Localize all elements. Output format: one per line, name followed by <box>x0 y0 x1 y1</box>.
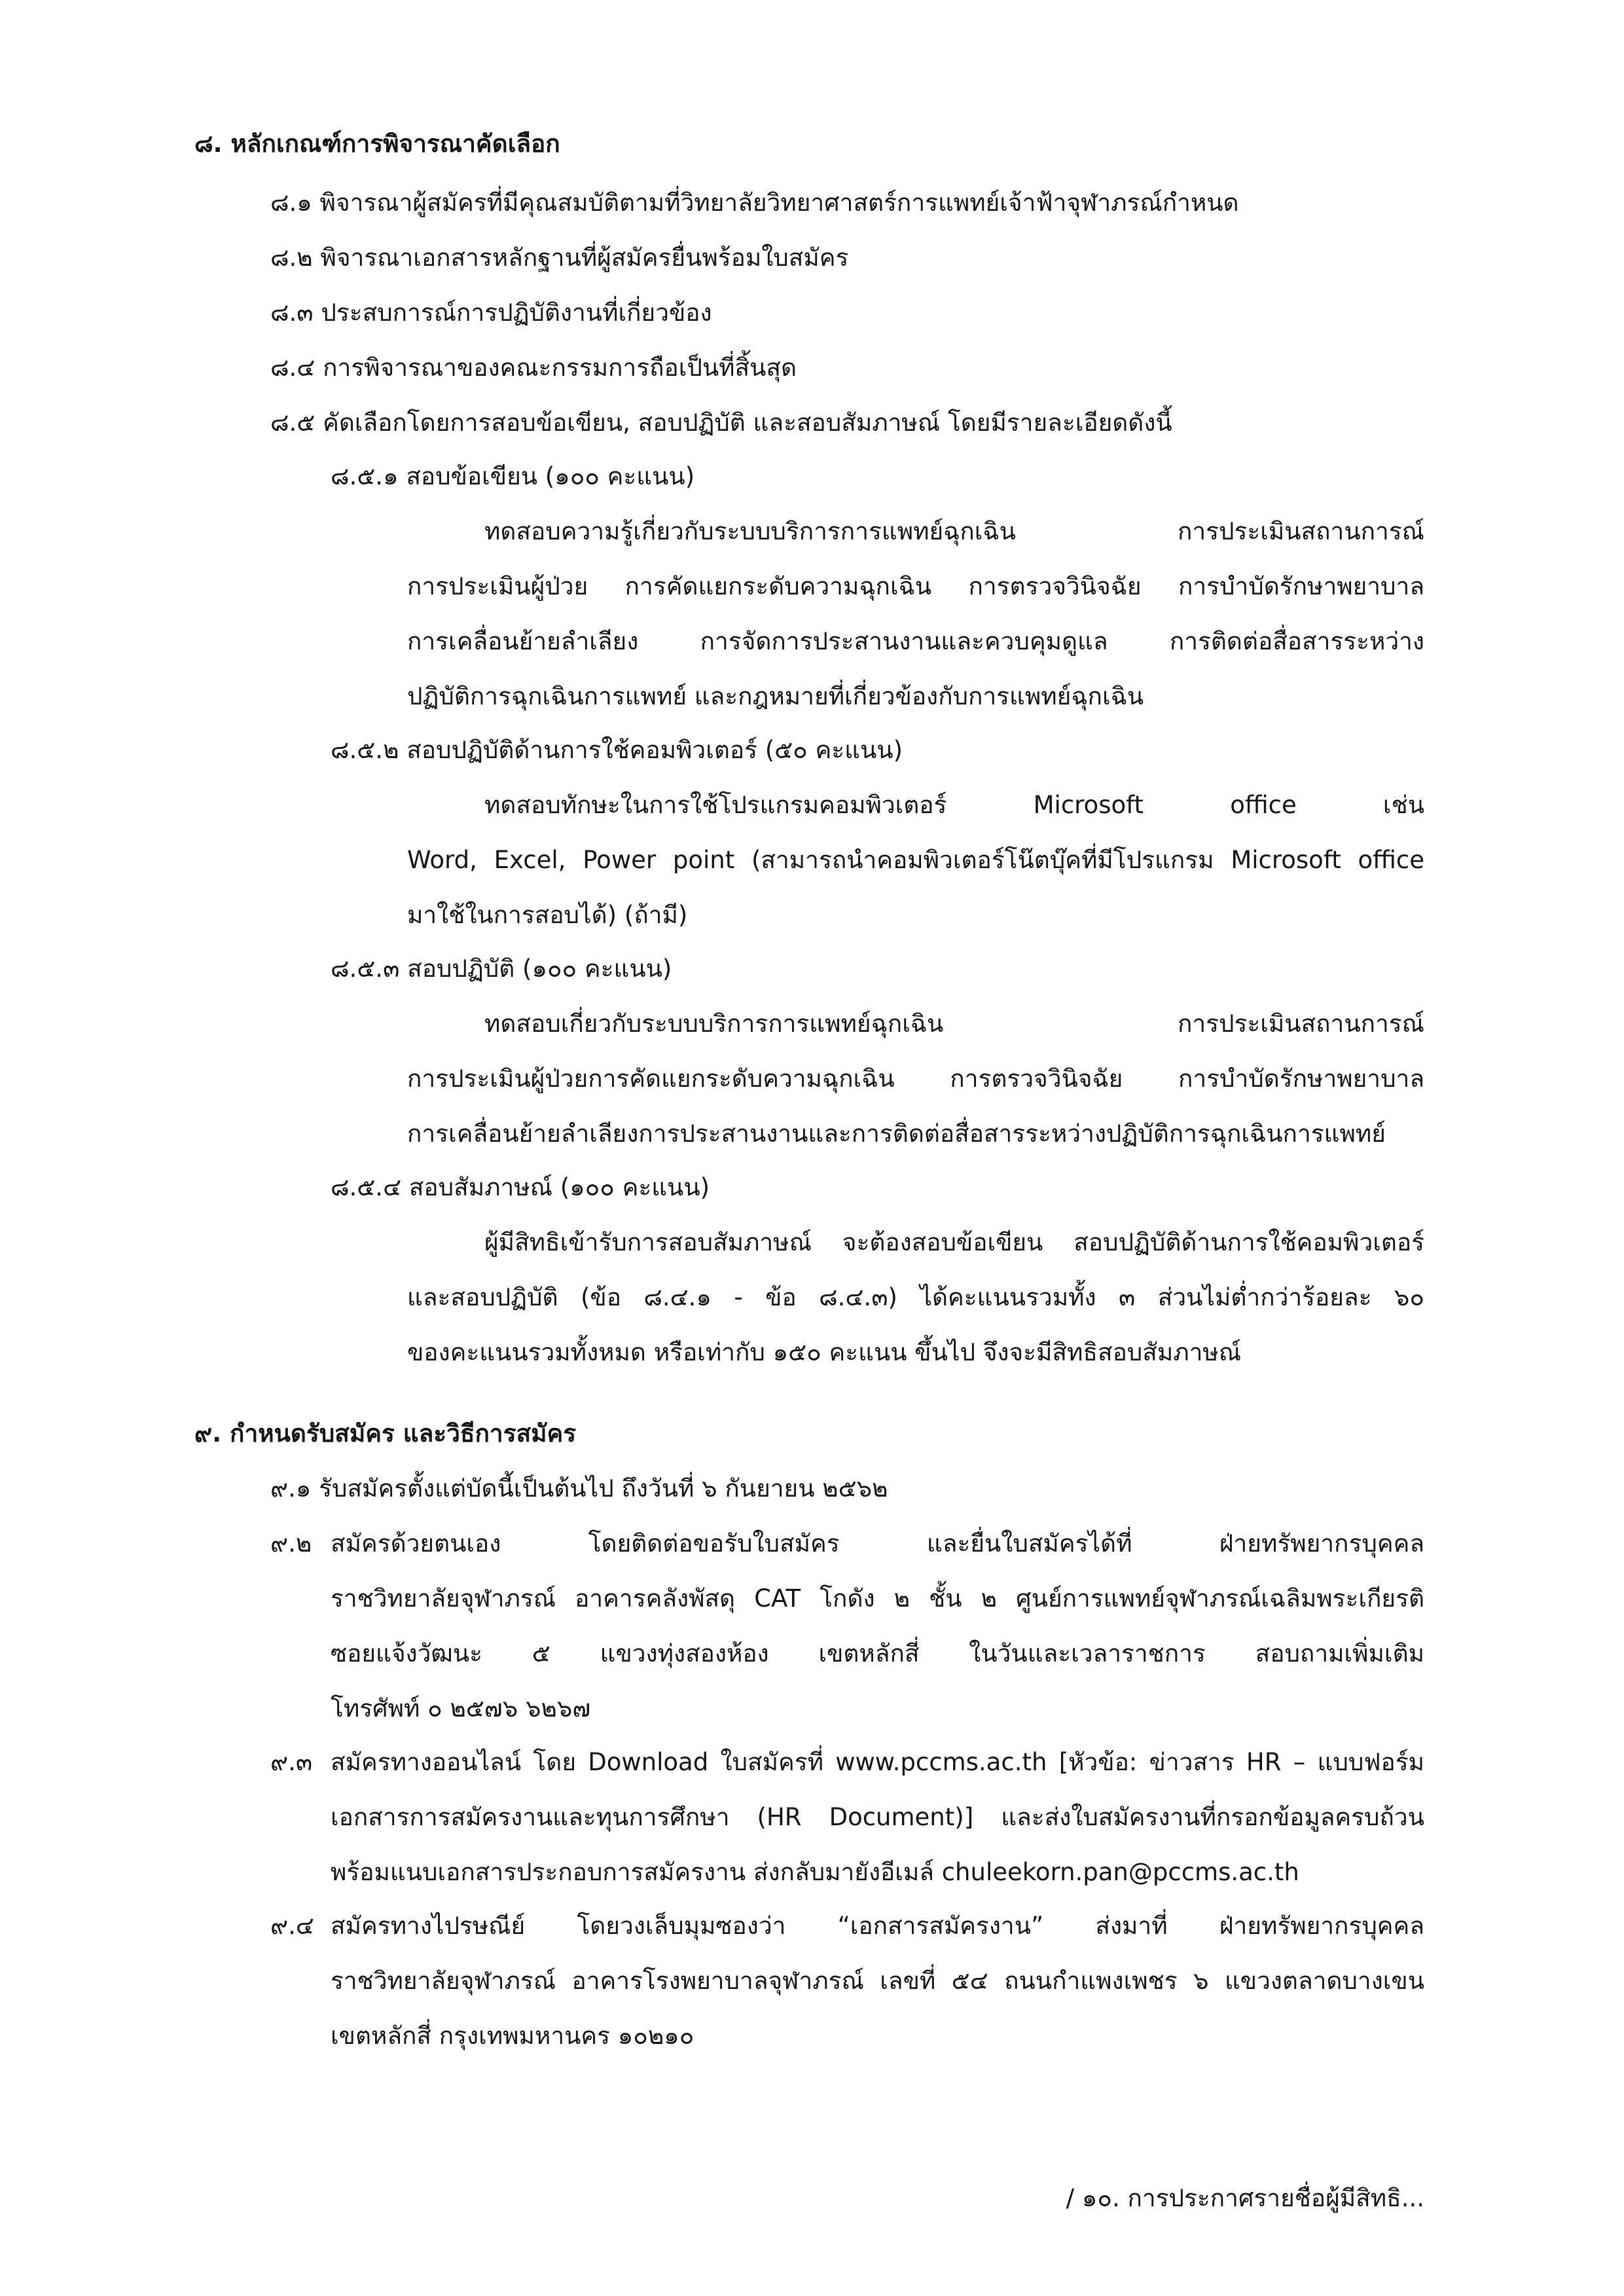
sub-8-5-3-line-2: การประเมินผู้ป่วยการคัดแยกระดับความฉุกเฉิน การตรวจวินิจฉัย การบำบัดรักษาพยาบาล <box>407 1065 1424 1093</box>
sub-8-5-4-line-3: ของคะแนนรวมทั้งหมด หรือเท่ากับ ๑๕๐ คะแนน ขึ้นไป จึงจะมีสิทธิสอบสัมภาษณ์ <box>407 1338 1242 1366</box>
item-9-3-line-1: สมัครทางออนไลน์ โดย Download ใบสมัครที่ www.pccms.ac.th [หัวข้อ: ข่าวสาร HR – แบบฟอร์ม <box>331 1748 1424 1776</box>
item-8-1: ๘.๑ พิจารณาผู้สมัครที่มีคุณสมบัติตามที่วิทยาลัยวิทยาศาสตร์การแพทย์เจ้าฟ้าจุฬาภรณ์กำหนด <box>270 189 1239 217</box>
item-9-4-line-2: ราชวิทยาลัยจุฬาภรณ์ อาคารโรงพยาบาลจุฬาภรณ์ เลขที่ ๕๔ ถนนกำแพงเพชร ๖ แขวงตลาดบางเขน <box>331 1967 1424 1995</box>
sub-8-5-2-line-3: มาใช้ในการสอบได้) (ถ้ามี) <box>407 901 688 929</box>
sub-8-5-1-line-1: ทดสอบความรู้เกี่ยวกับระบบบริการการแพทย์ฉุกเฉิน การประเมินสถานการณ์ <box>484 517 1424 545</box>
sub-8-5-3-line-1: ทดสอบเกี่ยวกับระบบบริการการแพทย์ฉุกเฉิน การประเมินสถานการณ์ <box>484 1010 1424 1038</box>
item-8-4: ๘.๔ การพิจารณาของคณะกรรมการถือเป็นที่สิ้นสุด <box>270 354 797 382</box>
item-9-4-line-3: เขตหลักสี่ กรุงเทพมหานคร ๑๐๒๑๐ <box>331 2022 695 2050</box>
sub-8-5-1-line-3: การเคลื่อนย้ายลำเลียง การจัดการประสานงานและควบคุมดูแล การติดต่อสื่อสารระหว่าง <box>407 627 1424 655</box>
sub-8-5-3-title: ๘.๕.๓ สอบปฏิบัติ (๑๐๐ คะแนน) <box>331 955 672 983</box>
item-9-3-line-3: พร้อมแนบเอกสารประกอบการสมัครงาน ส่งกลับมายังอีเมล์ chuleekorn.pan@pccms.ac.th <box>331 1858 1299 1886</box>
sub-8-5-4-line-2: และสอบปฏิบัติ (ข้อ ๘.๔.๑ - ข้อ ๘.๔.๓) ได้คะแนนรวมทั้ง ๓ ส่วนไม่ต่ำกว่าร้อยละ ๖๐ <box>407 1283 1424 1311</box>
sub-8-5-4-line-1: ผู้มีสิทธิเข้ารับการสอบสัมภาษณ์ จะต้องสอบข้อเขียน สอบปฏิบัติด้านการใช้คอมพิวเตอร์ <box>484 1228 1424 1256</box>
item-9-2-line-1: สมัครด้วยตนเอง โดยติดต่อขอรับใบสมัคร และยื่นใบสมัครได้ที่ ฝ่ายทรัพยากรบุคคล <box>331 1529 1424 1558</box>
item-8-5: ๘.๕ คัดเลือกโดยการสอบข้อเขียน, สอบปฏิบัติ และสอบสัมภาษณ์ โดยมีรายละเอียดดังนี้ <box>270 409 1172 437</box>
item-9-3-number: ๙.๓ <box>270 1748 313 1776</box>
item-9-4-line-1: สมัครทางไปรษณีย์ โดยวงเล็บมุมซองว่า “เอกสารสมัครงาน” ส่งมาที่ ฝ่ายทรัพยากรบุคคล <box>331 1912 1424 1940</box>
sub-8-5-1-title: ๘.๕.๑ สอบข้อเขียน (๑๐๐ คะแนน) <box>331 462 695 490</box>
item-8-3: ๘.๓ ประสบการณ์การปฏิบัติงานที่เกี่ยวข้อง <box>270 299 712 327</box>
sub-8-5-2-line-1: ทดสอบทักษะในการใช้โปรแกรมคอมพิวเตอร์ Microsoft office เช่น <box>484 791 1424 819</box>
item-8-2: ๘.๒ พิจารณาเอกสารหลักฐานที่ผู้สมัครยื่นพร้อมใบสมัคร <box>270 244 849 272</box>
section-8-heading: ๘. หลักเกณฑ์การพิจารณาคัดเลือก <box>194 130 560 158</box>
sub-8-5-4-title: ๘.๕.๔ สอบสัมภาษณ์ (๑๐๐ คะแนน) <box>331 1173 710 1201</box>
sub-8-5-2-title: ๘.๕.๒ สอบปฏิบัติด้านการใช้คอมพิวเตอร์ (๕๐ คะแนน) <box>331 736 903 764</box>
sub-8-5-3-line-3: การเคลื่อนย้ายลำเลียงการประสานงานและการติดต่อสื่อสารระหว่างปฏิบัติการฉุกเฉินการแพทย์ <box>407 1120 1386 1148</box>
sub-8-5-1-line-2: การประเมินผู้ป่วย การคัดแยกระดับความฉุกเฉิน การตรวจวินิจฉัย การบำบัดรักษาพยาบาล <box>407 572 1424 600</box>
item-9-2-line-4: โทรศัพท์ ๐ ๒๕๗๖ ๖๒๖๗ <box>331 1694 591 1722</box>
item-9-3-line-2: เอกสารการสมัครงานและทุนการศึกษา (HR Document)] และส่งใบสมัครงานที่กรอกข้อมูลครบถ้วน <box>331 1803 1424 1831</box>
item-9-4-number: ๙.๔ <box>270 1912 314 1940</box>
item-9-2-line-3: ซอยแจ้งวัฒนะ ๕ แขวงทุ่งสองห้อง เขตหลักสี่ ในวันและเวลาราชการ สอบถามเพิ่มเติม <box>331 1639 1424 1667</box>
item-9-2-line-2: ราชวิทยาลัยจุฬาภรณ์ อาคารคลังพัสดุ CAT โกดัง ๒ ชั้น ๒ ศูนย์การแพทย์จุฬาภรณ์เฉลิมพระเกียรติ <box>331 1584 1424 1613</box>
page-continuation-footer: / ๑๐. การประกาศรายชื่อผู้มีสิทธิ... <box>1066 2184 1424 2212</box>
sub-8-5-1-line-4: ปฏิบัติการฉุกเฉินการแพทย์ และกฎหมายที่เกี่ยวข้องกับการแพทย์ฉุกเฉิน <box>407 682 1144 710</box>
item-9-1: ๙.๑ รับสมัครตั้งแต่บัดนี้เป็นต้นไป ถึงวันที่ ๖ กันยายน ๒๕๖๒ <box>270 1474 888 1503</box>
item-9-2-number: ๙.๒ <box>270 1529 312 1558</box>
sub-8-5-2-line-2: Word, Excel, Power point (สามารถนำคอมพิวเตอร์โน๊ตบุ๊คที่มีโปรแกรม Microsoft office <box>407 846 1424 874</box>
section-9-heading: ๙. กำหนดรับสมัคร และวิธีการสมัคร <box>194 1419 577 1448</box>
